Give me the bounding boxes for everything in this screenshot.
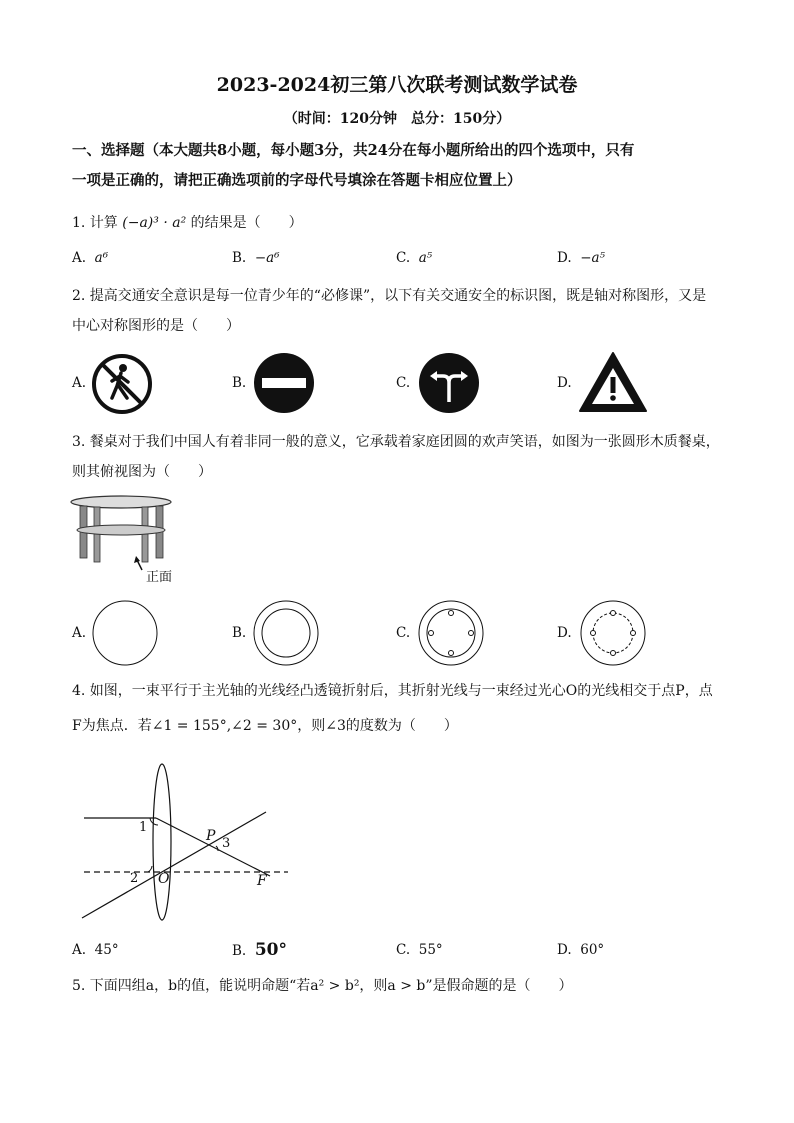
point-f-label: F — [257, 873, 267, 889]
lens-diagram — [70, 762, 300, 930]
q2-option-c-letter[interactable]: C. — [396, 375, 411, 391]
question-1 — [72, 213, 303, 233]
top-view-option-b[interactable] — [253, 600, 319, 666]
question-4-line2: F为焦点．若∠1 = 155°,∠2 = 30°，则∠3的度数为（ ） — [72, 718, 458, 734]
angle-2-label: 2 — [130, 871, 139, 886]
no-pedestrian-sign-icon[interactable] — [90, 352, 154, 416]
warning-triangle-sign-icon[interactable] — [578, 350, 648, 414]
point-p-label: P — [206, 828, 216, 844]
question-3-line1: 3. 餐桌对于我们中国人有着非同一般的意义，它承载着家庭团圆的欢声笑语，如图为一张圆形木质餐桌， — [72, 434, 720, 450]
point-o-label: O — [158, 871, 170, 887]
option-text: 60° — [580, 942, 605, 958]
question-4-line1: 4. 如图，一束平行于主光轴的光线经凸透镜折射后，其折射光线与一束经过光心O的光线相交于点P，点 — [72, 683, 713, 699]
page-subtitle: （时间：120分钟 总分：150分） — [283, 111, 511, 127]
front-view-label: 正面 — [146, 570, 173, 585]
q3-option-d-letter[interactable]: D. — [557, 625, 572, 641]
q4-option-c[interactable] — [396, 942, 443, 958]
question-2-line1: 2. 提高交通安全意识是每一位青少年的“必修课”，以下有关交通安全的标识图，既是轴对称图形，又是 — [72, 288, 707, 304]
option-letter: C. — [396, 250, 411, 266]
q1-expression: (−a)³ · a² — [122, 215, 187, 231]
q4-option-d[interactable] — [557, 942, 604, 958]
left-right-turn-sign-icon[interactable] — [418, 352, 480, 414]
option-letter: D. — [557, 250, 572, 266]
q1-option-c[interactable] — [396, 250, 432, 266]
option-letter: A. — [72, 942, 87, 958]
q1-option-d[interactable] — [557, 250, 605, 266]
top-view-option-d[interactable] — [580, 600, 646, 666]
no-entry-sign-icon[interactable] — [253, 352, 315, 414]
q2-option-d-letter[interactable]: D. — [557, 375, 572, 391]
q4-option-b[interactable] — [232, 940, 287, 960]
option-text: −a⁶ — [254, 250, 280, 266]
q1-suffix: 的结果是（ ） — [190, 215, 303, 231]
question-2-line2: 中心对称图形的是（ ） — [72, 318, 240, 334]
question-3-line2: 则其俯视图为（ ） — [72, 464, 212, 480]
q1-option-a[interactable] — [72, 250, 108, 266]
option-letter: B. — [232, 943, 247, 959]
option-text: 45° — [94, 942, 119, 958]
option-text: a⁶ — [94, 250, 109, 266]
option-text: a⁵ — [418, 250, 433, 266]
q3-option-c-letter[interactable]: C. — [396, 625, 411, 641]
q1-prefix: 1. 计算 — [72, 215, 118, 231]
option-letter: D. — [557, 942, 572, 958]
q1-option-b[interactable] — [232, 250, 280, 266]
top-view-option-a[interactable] — [92, 600, 158, 666]
q2-option-a-letter[interactable]: A. — [72, 375, 87, 391]
option-letter: C. — [396, 942, 411, 958]
option-text: 55° — [418, 942, 443, 958]
top-view-option-c[interactable] — [418, 600, 484, 666]
q2-option-b-letter[interactable]: B. — [232, 375, 247, 391]
q3-option-a-letter[interactable]: A. — [72, 625, 87, 641]
page-title: 2023-2024初三第八次联考测试数学试卷 — [216, 74, 578, 96]
angle-3-label: 3 — [222, 836, 231, 851]
angle-1-label: 1 — [139, 820, 148, 835]
question-5: 5. 下面四组a，b的值，能说明命题“若a² > b²，则a > b”是假命题的是（ ） — [72, 978, 573, 994]
section-heading-line2: 一项是正确的，请把正确选项前的字母代号填涂在答题卡相应位置上） — [72, 172, 522, 189]
section-heading-line1: 一、选择题（本大题共8小题，每小题3分，共24分在每小题所给出的四个选项中，只有 — [72, 142, 635, 159]
option-text: 50° — [254, 940, 287, 960]
q4-option-a[interactable] — [72, 942, 119, 958]
q3-option-b-letter[interactable]: B. — [232, 625, 247, 641]
round-table-figure — [70, 494, 180, 574]
option-letter: A. — [72, 250, 87, 266]
option-text: −a⁵ — [580, 250, 606, 266]
option-letter: B. — [232, 250, 247, 266]
